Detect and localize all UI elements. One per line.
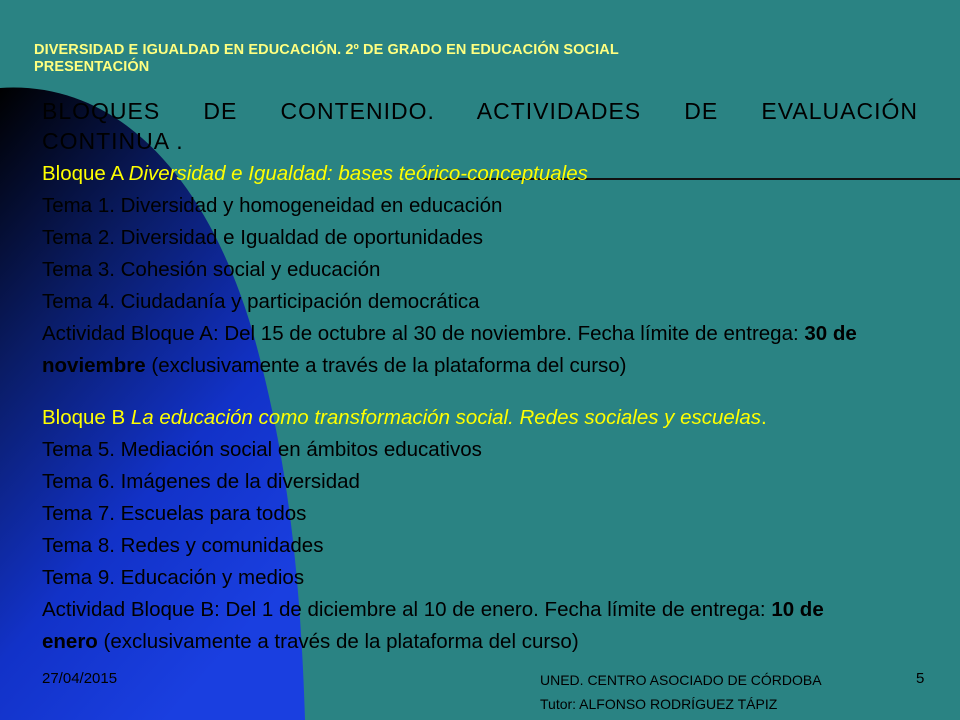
footer-date: 27/04/2015 xyxy=(42,670,118,687)
topic-4: Tema 4. Ciudadanía y participación democrática xyxy=(42,290,480,313)
slide-header xyxy=(34,42,794,76)
block-b-deadline-part1: 10 de xyxy=(771,598,824,621)
footer-center-name: UNED. CENTRO ASOCIADO DE CÓRDOBA xyxy=(540,672,822,688)
topic-9: Tema 9. Educación y medios xyxy=(42,566,305,589)
block-a-deadline-part1: 30 de xyxy=(804,322,857,345)
block-a-activity-tail: (exclusivamente a través de la plataforma del curso) xyxy=(145,354,627,377)
block-a-activity-text: Actividad Bloque A: Del 15 de octubre al 30 de noviembre. Fecha límite de entrega: xyxy=(42,322,805,345)
topic-7: Tema 7. Escuelas para todos xyxy=(42,502,307,525)
block-a-name: Diversidad e Igualdad: bases teórico-conceptuales xyxy=(128,162,588,185)
block-a-heading xyxy=(42,158,918,190)
section-title-line1: BLOQUES DE CONTENIDO. ACTIVIDADES DE EVALUACIÓN xyxy=(42,98,918,124)
footer-institution xyxy=(540,668,822,716)
topic-5: Tema 5. Mediación social en ámbitos educativos xyxy=(42,438,482,461)
block-b-activity-tail: (exclusivamente a través de la plataforma del curso) xyxy=(97,630,579,653)
topic-8: Tema 8. Redes y comunidades xyxy=(42,534,324,557)
block-b-activity-line1 xyxy=(42,594,918,626)
block-b-heading xyxy=(42,402,918,434)
page-number: 5 xyxy=(916,670,925,687)
topic-1: Tema 1. Diversidad y homogeneidad en educación xyxy=(42,194,503,217)
block-a-activity-line2 xyxy=(42,350,918,382)
topic-2: Tema 2. Diversidad e Igualdad de oportunidades xyxy=(42,226,484,249)
block-b-prefix: Bloque B xyxy=(42,406,131,429)
block-b-deadline-part2: enero xyxy=(42,630,98,653)
footer-tutor: Tutor: ALFONSO RODRÍGUEZ TÁPIZ xyxy=(540,696,778,712)
block-b-activity-line2 xyxy=(42,626,918,658)
slide-content xyxy=(42,96,918,658)
block-a-activity-line1 xyxy=(42,318,918,350)
block-b-activity-text: Actividad Bloque B: Del 1 de diciembre al 10 de enero. Fecha límite de entrega: xyxy=(42,598,772,621)
topic-6: Tema 6. Imágenes de la diversidad xyxy=(42,470,360,493)
block-a-deadline-part2: noviembre xyxy=(42,354,146,377)
header-subtitle: PRESENTACIÓN xyxy=(34,59,150,75)
block-b-name: La educación como transformación social. Redes sociales y escuelas xyxy=(130,406,762,429)
topic-3: Tema 3. Cohesión social y educación xyxy=(42,258,381,281)
block-a-prefix: Bloque A xyxy=(42,162,129,185)
block-b-suffix: . xyxy=(761,406,767,429)
header-course-title: DIVERSIDAD E IGUALDAD EN EDUCACIÓN. 2º DE GRADO EN EDUCACIÓN SOCIAL xyxy=(34,42,619,58)
section-title-line2: CONTINUA . xyxy=(42,128,184,154)
